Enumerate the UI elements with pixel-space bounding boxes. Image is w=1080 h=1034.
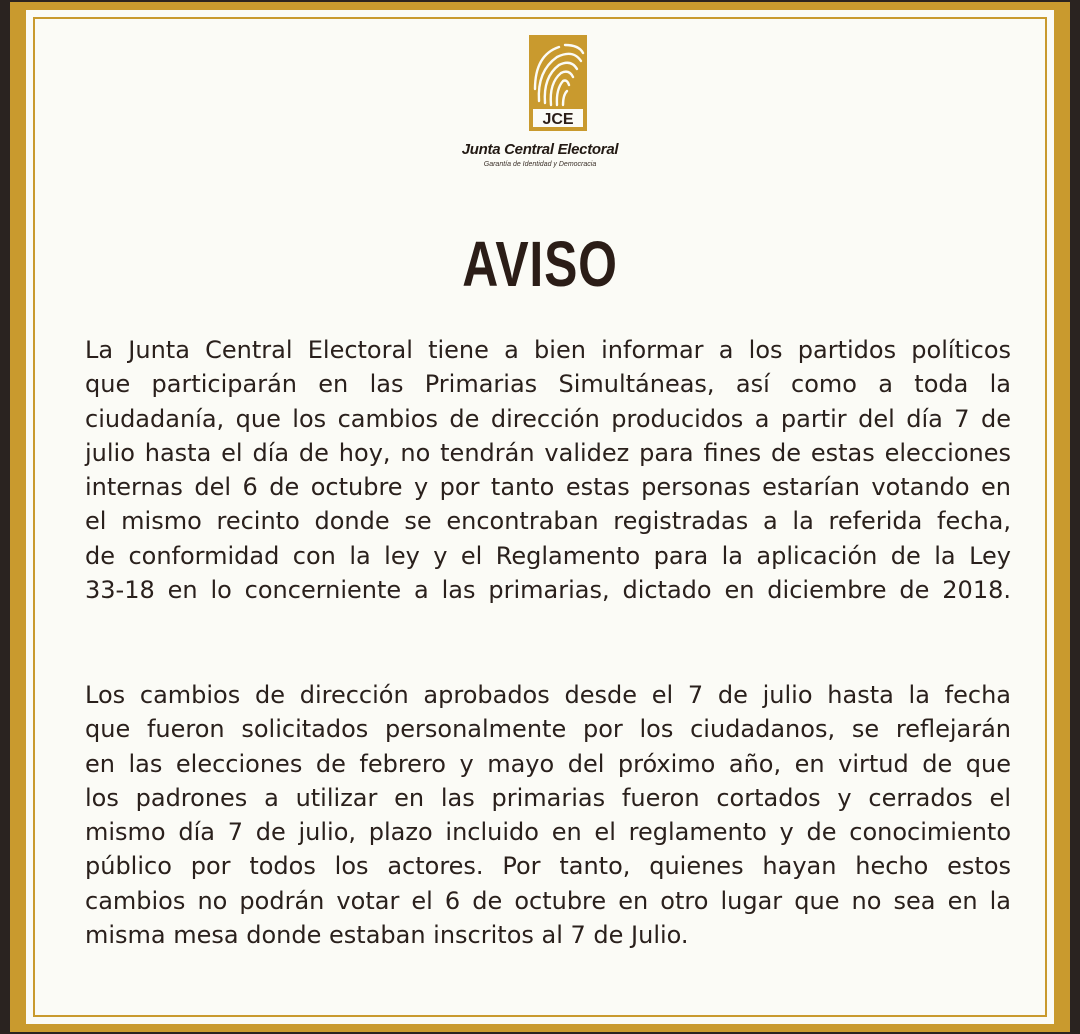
notice-paper — [26, 10, 1054, 1024]
paragraph-line: los padrones a utilizar en las primarias fueron cortados y cerrados el — [85, 783, 1011, 812]
paragraph-line: ciudadanía, que los cambios de dirección producidos a partir del día 7 de — [85, 404, 1011, 433]
paragraph-line: misma mesa donde estaban inscritos al 7 de Julio. — [85, 921, 689, 950]
jce-logo — [529, 35, 587, 131]
organization-tagline: Garantía de Identidad y Democracia — [483, 161, 597, 168]
paragraph-line: que fueron solicitados personalmente por los ciudadanos, se reflejarán — [85, 715, 1011, 744]
paragraph-line: internas del 6 de octubre y por tanto estas personas estarían votando en — [85, 473, 1011, 502]
organization-name: Junta Central Electoral — [461, 141, 619, 158]
svg-text:JCE: JCE — [542, 111, 574, 128]
paragraph-line: La Junta Central Electoral tiene a bien informar a los partidos políticos — [85, 336, 1011, 364]
notice-paragraph-2 — [85, 678, 1011, 952]
paragraph-line: en las elecciones de febrero y mayo del próximo año, en virtud de que — [85, 749, 1011, 778]
notice-frame — [10, 2, 1070, 1032]
paragraph-line: de conformidad con la ley y el Reglamento para la aplicación de la Ley — [85, 541, 1011, 570]
notice-paragraph-1 — [85, 333, 1011, 607]
paragraph-line: el mismo recinto donde se encontraban registradas a la referida fecha, — [85, 507, 1011, 536]
paragraph-line: público por todos los actores. Por tanto, quienes hayan hecho estos — [85, 852, 1011, 881]
paragraph-line: que participarán en las Primarias Simultáneas, así como a toda la — [85, 370, 1011, 399]
paragraph-line: Los cambios de dirección aprobados desde el 7 de julio hasta la fecha — [85, 681, 1011, 709]
paragraph-line: julio hasta el día de hoy, no tendrán validez para fines de estas elecciones — [85, 438, 1011, 467]
paragraph-line: mismo día 7 de julio, plazo incluido en el reglamento y de conocimiento — [85, 818, 1011, 847]
paragraph-line: cambios no podrán votar el 6 de octubre en otro lugar que no sea en la — [85, 886, 1011, 915]
paragraph-line: 33-18 en lo concerniente a las primarias, dictado en diciembre de 2018. — [85, 576, 1011, 605]
notice-title: AVISO — [462, 228, 618, 300]
